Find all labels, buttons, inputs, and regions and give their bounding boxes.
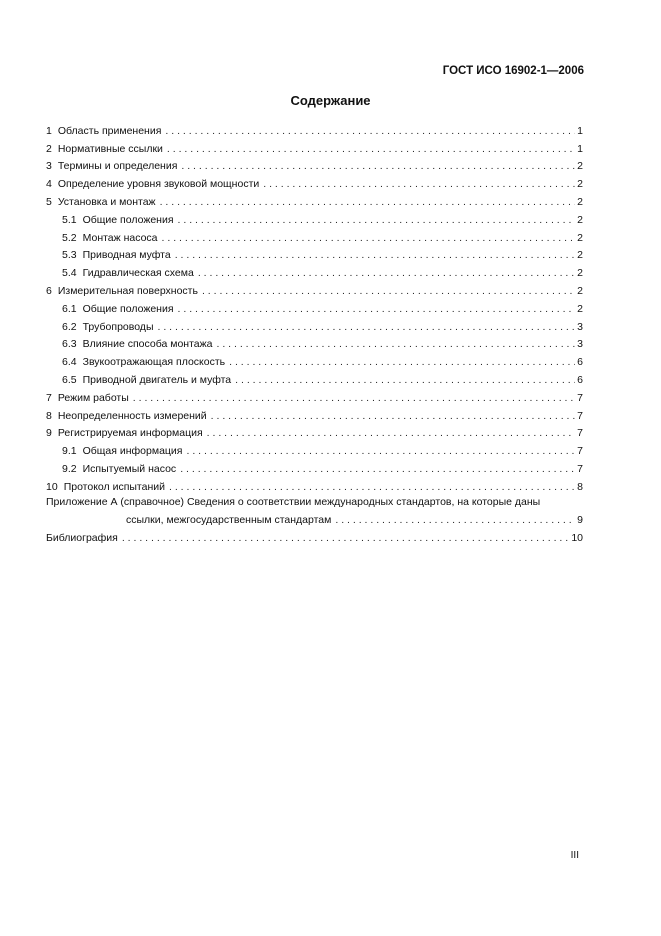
dot-leader bbox=[178, 214, 576, 227]
toc-entry-number: 6.4 bbox=[62, 356, 77, 369]
toc-entry-10[interactable] bbox=[46, 476, 583, 494]
dot-leader bbox=[157, 321, 575, 334]
toc-entry-title: Гидравлическая схема bbox=[82, 267, 194, 280]
toc-entry-5-2[interactable] bbox=[46, 227, 583, 245]
toc-entry-number: 10 bbox=[46, 480, 58, 493]
toc-entry-title: Измерительная поверхность bbox=[57, 284, 198, 297]
toc-entry-9-1[interactable] bbox=[46, 440, 583, 458]
toc-entry-7[interactable] bbox=[46, 387, 583, 405]
toc-entry-page: 7 bbox=[577, 409, 583, 422]
toc-entry-number: 5.3 bbox=[62, 249, 77, 262]
toc-entry-title: Регистрируемая информация bbox=[57, 427, 203, 440]
toc-entry-number: 2 bbox=[46, 142, 52, 155]
toc-entry-4[interactable] bbox=[46, 173, 583, 191]
toc-entry-title: Приводная муфта bbox=[82, 249, 171, 262]
toc-entry-page: 6 bbox=[577, 373, 583, 386]
toc-entry-title: Звукоотражающая плоскость bbox=[82, 356, 226, 369]
toc-entry-title: Режим работы bbox=[57, 391, 129, 404]
document-code-header: ГОСТ ИСО 16902-1—2006 bbox=[442, 65, 584, 77]
toc-entry-6-1[interactable] bbox=[46, 298, 583, 316]
toc-entry-title: Библиография bbox=[46, 531, 118, 544]
toc-entry-number: 5.4 bbox=[62, 267, 77, 280]
toc-entry-number: 1 bbox=[46, 124, 52, 137]
toc-entry-6-4[interactable] bbox=[46, 351, 583, 369]
dot-leader bbox=[180, 463, 575, 476]
toc-entry-page: 2 bbox=[577, 178, 583, 191]
table-of-contents bbox=[46, 120, 583, 545]
toc-entry-5-3[interactable] bbox=[46, 245, 583, 263]
toc-entry-6-5[interactable] bbox=[46, 369, 583, 387]
toc-entry-title: Испытуемый насос bbox=[82, 462, 177, 475]
toc-entry-number: 5.2 bbox=[62, 231, 77, 244]
toc-entry-title: Нормативные ссылки bbox=[57, 142, 163, 155]
toc-entry-title: Приводной двигатель и муфта bbox=[82, 373, 232, 386]
toc-entry-page: 2 bbox=[577, 284, 583, 297]
toc-entry-title: Область применения bbox=[57, 124, 162, 137]
toc-entry-number: 6.1 bbox=[62, 302, 77, 315]
toc-entry-page: 7 bbox=[577, 427, 583, 440]
dot-leader bbox=[162, 232, 576, 245]
dot-leader bbox=[186, 445, 575, 458]
toc-entry-page: 2 bbox=[577, 267, 583, 280]
toc-entry-page: 2 bbox=[577, 213, 583, 226]
toc-entry-title: Установка и монтаж bbox=[57, 195, 156, 208]
toc-entry-page: 3 bbox=[577, 320, 583, 333]
toc-entry-page: 1 bbox=[577, 142, 583, 155]
dot-leader bbox=[167, 143, 575, 156]
toc-entry-page: 7 bbox=[577, 462, 583, 475]
toc-entry-page: 1 bbox=[577, 124, 583, 137]
toc-entry-6-2[interactable] bbox=[46, 316, 583, 334]
toc-entry-title: Трубопроводы bbox=[82, 320, 154, 333]
dot-leader bbox=[169, 481, 575, 494]
toc-entry-number: 9 bbox=[46, 427, 52, 440]
toc-entry-title: Термины и определения bbox=[57, 160, 178, 173]
appendix-title-line-1: Приложение А (справочное) Сведения о соответствии международных стандартов, на которые даны bbox=[46, 495, 541, 508]
toc-entry-number: 5.1 bbox=[62, 213, 77, 226]
toc-entry-title: Монтаж насоса bbox=[82, 231, 158, 244]
dot-leader bbox=[181, 160, 575, 173]
toc-entry-bibliography[interactable] bbox=[46, 527, 583, 545]
toc-entry-page: 9 bbox=[577, 513, 583, 526]
toc-entry-number: 6.2 bbox=[62, 320, 77, 333]
toc-entry-page: 2 bbox=[577, 160, 583, 173]
dot-leader bbox=[216, 338, 575, 351]
toc-entry-9[interactable] bbox=[46, 423, 583, 441]
dot-leader bbox=[122, 532, 569, 545]
toc-entry-number: 5 bbox=[46, 195, 52, 208]
toc-entry-1[interactable] bbox=[46, 120, 583, 138]
toc-entry-appendix-a[interactable] bbox=[46, 496, 583, 527]
toc-entry-page: 7 bbox=[577, 445, 583, 458]
toc-entry-2[interactable] bbox=[46, 138, 583, 156]
toc-entry-5-1[interactable] bbox=[46, 209, 583, 227]
toc-entry-page: 3 bbox=[577, 338, 583, 351]
dot-leader bbox=[211, 410, 576, 423]
toc-entry-title: Общие положения bbox=[82, 213, 174, 226]
toc-entry-number: 9.1 bbox=[62, 445, 77, 458]
toc-entry-title: Общая информация bbox=[82, 445, 183, 458]
dot-leader bbox=[198, 267, 575, 280]
toc-entry-page: 6 bbox=[577, 356, 583, 369]
toc-entry-6[interactable] bbox=[46, 280, 583, 298]
dot-leader bbox=[229, 356, 575, 369]
dot-leader bbox=[202, 285, 575, 298]
toc-entry-page: 2 bbox=[577, 249, 583, 262]
dot-leader bbox=[335, 514, 575, 527]
toc-entry-title: Определение уровня звуковой мощности bbox=[57, 178, 260, 191]
toc-entry-number: 6.5 bbox=[62, 373, 77, 386]
toc-entry-title: Общие положения bbox=[82, 302, 174, 315]
dot-leader bbox=[235, 374, 575, 387]
toc-entry-number: 3 bbox=[46, 160, 52, 173]
dot-leader bbox=[263, 178, 575, 191]
toc-entry-number: 6 bbox=[46, 284, 52, 297]
toc-entry-page: 2 bbox=[577, 195, 583, 208]
toc-entry-page: 2 bbox=[577, 302, 583, 315]
toc-entry-title: Протокол испытаний bbox=[63, 480, 165, 493]
dot-leader bbox=[133, 392, 575, 405]
toc-entry-5-4[interactable] bbox=[46, 262, 583, 280]
toc-entry-9-2[interactable] bbox=[46, 458, 583, 476]
toc-entry-5[interactable] bbox=[46, 191, 583, 209]
toc-entry-number: 6.3 bbox=[62, 338, 77, 351]
toc-entry-page: 2 bbox=[577, 231, 583, 244]
toc-entry-number: 8 bbox=[46, 409, 52, 422]
toc-entry-3[interactable] bbox=[46, 156, 583, 174]
toc-entry-title: Влияние способа монтажа bbox=[82, 338, 213, 351]
dot-leader bbox=[207, 427, 576, 440]
dot-leader bbox=[160, 196, 576, 209]
page-number: III bbox=[570, 850, 579, 861]
toc-entry-number: 7 bbox=[46, 391, 52, 404]
toc-entry-page: 10 bbox=[571, 531, 583, 544]
toc-entry-8[interactable] bbox=[46, 405, 583, 423]
appendix-title-line-2: ссылки, межгосударственным стандартам bbox=[126, 513, 332, 526]
toc-entry-6-3[interactable] bbox=[46, 334, 583, 352]
dot-leader bbox=[178, 303, 576, 316]
dot-leader bbox=[165, 125, 575, 138]
dot-leader bbox=[175, 249, 575, 262]
toc-entry-title: Неопределенность измерений bbox=[57, 409, 207, 422]
toc-entry-page: 7 bbox=[577, 391, 583, 404]
toc-entry-page: 8 bbox=[577, 480, 583, 493]
page-title: Содержание bbox=[290, 93, 371, 108]
toc-entry-number: 4 bbox=[46, 178, 52, 191]
toc-entry-number: 9.2 bbox=[62, 462, 77, 475]
